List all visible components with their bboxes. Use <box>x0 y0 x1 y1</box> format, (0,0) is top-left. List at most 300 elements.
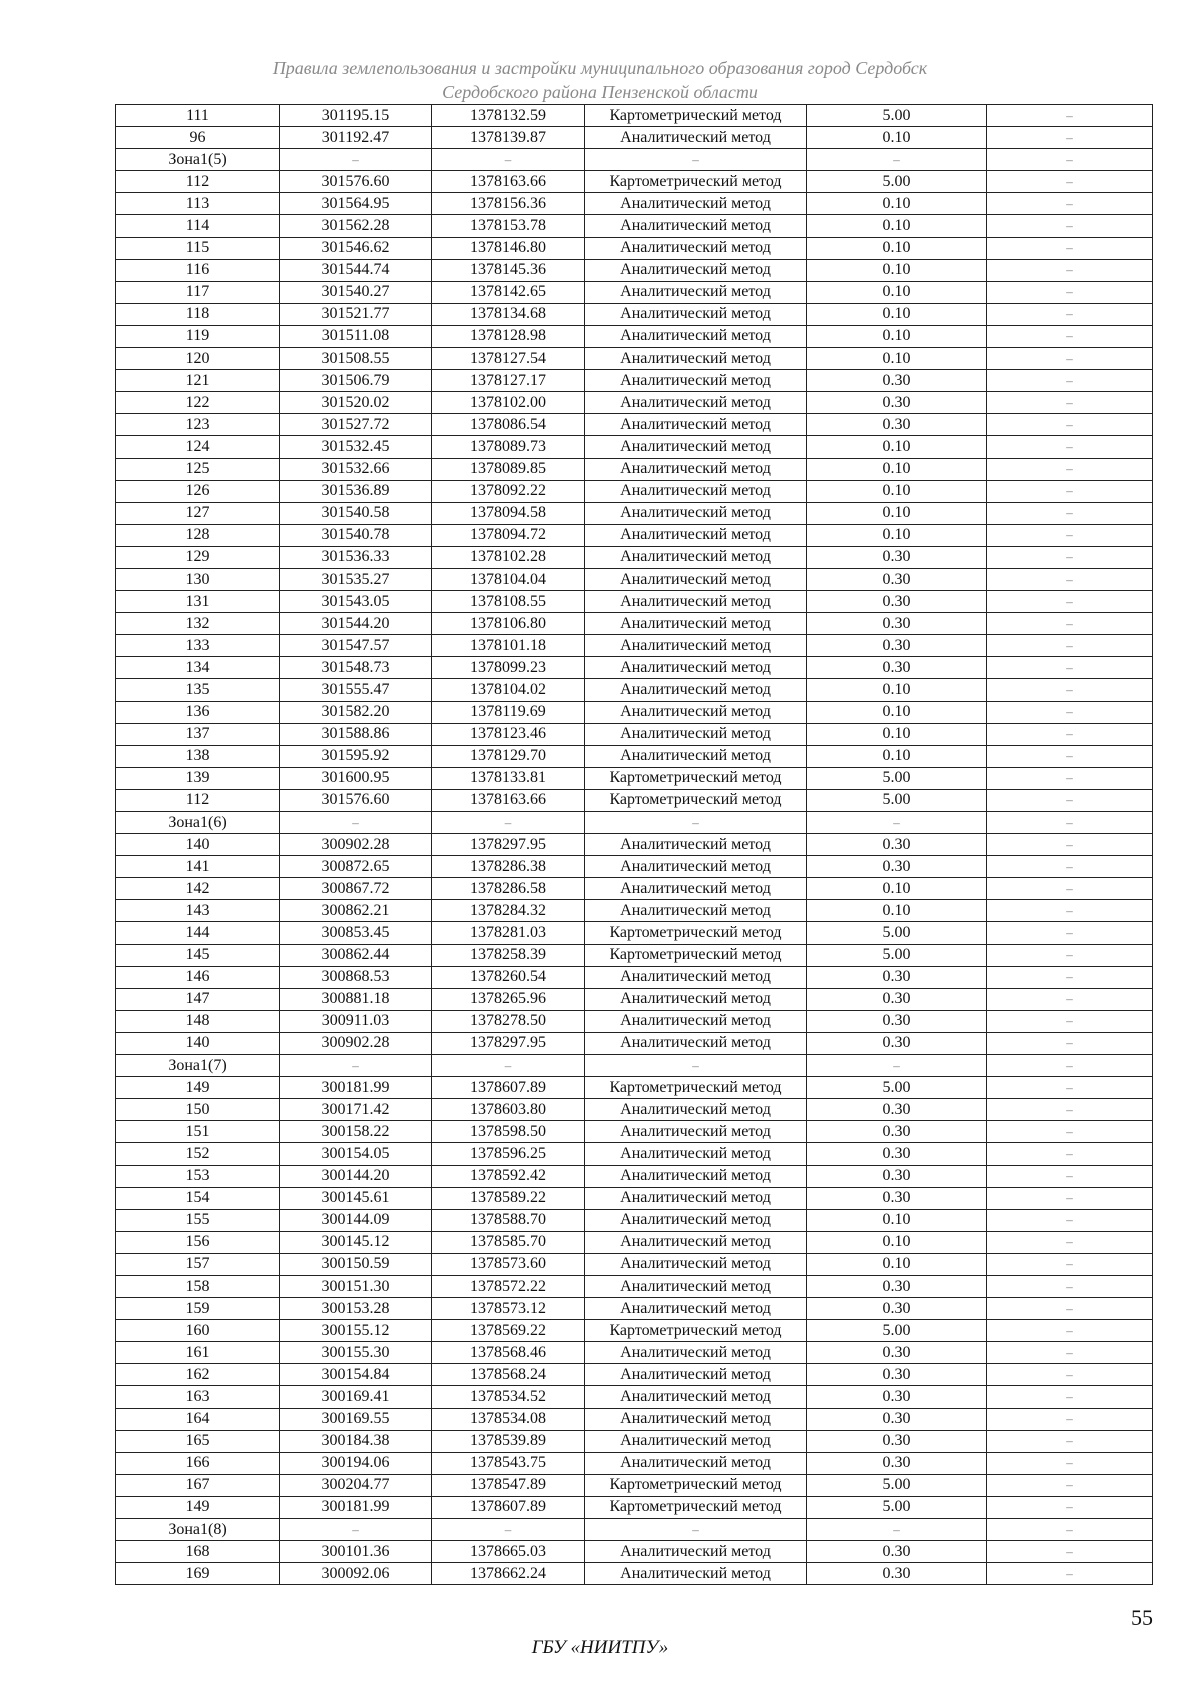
x-coordinate-cell: 301535.27 <box>280 568 432 590</box>
y-coordinate-cell: 1378089.85 <box>432 458 585 480</box>
description-cell: – <box>987 856 1153 878</box>
y-coordinate-cell: 1378163.66 <box>432 171 585 193</box>
accuracy-cell: 0.10 <box>807 237 987 259</box>
y-coordinate-cell: 1378573.12 <box>432 1298 585 1320</box>
x-coordinate-cell: 301532.66 <box>280 458 432 480</box>
description-cell: – <box>987 237 1153 259</box>
x-coordinate-cell: 301520.02 <box>280 392 432 414</box>
x-coordinate-cell: 301576.60 <box>280 789 432 811</box>
x-coordinate-cell: 300881.18 <box>280 988 432 1010</box>
description-cell: – <box>987 524 1153 546</box>
description-cell: – <box>987 1519 1153 1541</box>
table-row <box>116 1187 1153 1209</box>
description-cell: – <box>987 436 1153 458</box>
x-coordinate-cell: 301511.08 <box>280 325 432 347</box>
description-cell: – <box>987 1143 1153 1165</box>
method-cell: Аналитический метод <box>585 1010 807 1032</box>
point-id-cell: 137 <box>116 723 280 745</box>
description-cell: – <box>987 546 1153 568</box>
method-cell: Картометрический метод <box>585 767 807 789</box>
y-coordinate-cell: – <box>432 149 585 171</box>
method-cell: Аналитический метод <box>585 546 807 568</box>
point-id-cell: 158 <box>116 1275 280 1297</box>
point-id-cell: 115 <box>116 237 280 259</box>
x-coordinate-cell: 301548.73 <box>280 657 432 679</box>
point-id-cell: 159 <box>116 1298 280 1320</box>
accuracy-cell: 0.30 <box>807 966 987 988</box>
accuracy-cell: 0.30 <box>807 392 987 414</box>
y-coordinate-cell: 1378534.08 <box>432 1408 585 1430</box>
accuracy-cell: 0.30 <box>807 1143 987 1165</box>
x-coordinate-cell: 301543.05 <box>280 591 432 613</box>
method-cell: Аналитический метод <box>585 1209 807 1231</box>
y-coordinate-cell: 1378094.72 <box>432 524 585 546</box>
accuracy-cell: – <box>807 1519 987 1541</box>
method-cell: Аналитический метод <box>585 1541 807 1563</box>
y-coordinate-cell: 1378086.54 <box>432 414 585 436</box>
x-coordinate-cell: 300154.05 <box>280 1143 432 1165</box>
x-coordinate-cell: 301588.86 <box>280 723 432 745</box>
x-coordinate-cell: 300158.22 <box>280 1121 432 1143</box>
accuracy-cell: 0.30 <box>807 370 987 392</box>
y-coordinate-cell: 1378286.38 <box>432 856 585 878</box>
x-coordinate-cell: 300155.30 <box>280 1342 432 1364</box>
accuracy-cell: 0.10 <box>807 458 987 480</box>
description-cell: – <box>987 1474 1153 1496</box>
page-number: 55 <box>1131 1605 1153 1630</box>
accuracy-cell: 5.00 <box>807 1077 987 1099</box>
accuracy-cell: 0.30 <box>807 568 987 590</box>
table-row <box>116 1519 1153 1541</box>
y-coordinate-cell: 1378297.95 <box>432 834 585 856</box>
accuracy-cell: 0.30 <box>807 1452 987 1474</box>
method-cell: Картометрический метод <box>585 105 807 127</box>
table-row <box>116 966 1153 988</box>
description-cell: – <box>987 105 1153 127</box>
table-row <box>116 546 1153 568</box>
x-coordinate-cell: 300902.28 <box>280 1032 432 1054</box>
page-footer: ГБУ «НИИТПУ» <box>531 1637 669 1658</box>
description-cell: – <box>987 944 1153 966</box>
x-coordinate-cell: – <box>280 149 432 171</box>
accuracy-cell: 0.30 <box>807 1121 987 1143</box>
point-id-cell: 122 <box>116 392 280 414</box>
description-cell: – <box>987 1165 1153 1187</box>
table-row <box>116 856 1153 878</box>
y-coordinate-cell: – <box>432 812 585 834</box>
y-coordinate-cell: 1378260.54 <box>432 966 585 988</box>
x-coordinate-cell: 300153.28 <box>280 1298 432 1320</box>
method-cell: Аналитический метод <box>585 723 807 745</box>
table-row <box>116 1320 1153 1342</box>
accuracy-cell: 0.10 <box>807 348 987 370</box>
point-id-cell: Зона1(6) <box>116 812 280 834</box>
x-coordinate-cell: 301536.33 <box>280 546 432 568</box>
x-coordinate-cell: 300151.30 <box>280 1275 432 1297</box>
description-cell: – <box>987 1209 1153 1231</box>
table-row <box>116 701 1153 723</box>
y-coordinate-cell: 1378589.22 <box>432 1187 585 1209</box>
point-id-cell: Зона1(5) <box>116 149 280 171</box>
point-id-cell: 151 <box>116 1121 280 1143</box>
description-cell: – <box>987 745 1153 767</box>
point-id-cell: 161 <box>116 1342 280 1364</box>
point-id-cell: 149 <box>116 1496 280 1518</box>
table-row <box>116 1408 1153 1430</box>
accuracy-cell: 0.10 <box>807 215 987 237</box>
method-cell: Аналитический метод <box>585 414 807 436</box>
description-cell: – <box>987 392 1153 414</box>
point-id-cell: 140 <box>116 834 280 856</box>
x-coordinate-cell: 301546.62 <box>280 237 432 259</box>
point-id-cell: Зона1(8) <box>116 1519 280 1541</box>
table-row <box>116 834 1153 856</box>
method-cell: – <box>585 149 807 171</box>
method-cell: Аналитический метод <box>585 1298 807 1320</box>
table-row <box>116 348 1153 370</box>
method-cell: Аналитический метод <box>585 1099 807 1121</box>
table-row <box>116 303 1153 325</box>
description-cell: – <box>987 325 1153 347</box>
table-row <box>116 1430 1153 1452</box>
point-id-cell: 138 <box>116 745 280 767</box>
table-row <box>116 370 1153 392</box>
accuracy-cell: 0.10 <box>807 900 987 922</box>
x-coordinate-cell: 300853.45 <box>280 922 432 944</box>
y-coordinate-cell: 1378607.89 <box>432 1496 585 1518</box>
point-id-cell: 132 <box>116 613 280 635</box>
point-id-cell: 114 <box>116 215 280 237</box>
point-id-cell: 127 <box>116 502 280 524</box>
x-coordinate-cell: 301508.55 <box>280 348 432 370</box>
accuracy-cell: 5.00 <box>807 171 987 193</box>
method-cell: Аналитический метод <box>585 281 807 303</box>
method-cell: Аналитический метод <box>585 1187 807 1209</box>
x-coordinate-cell: – <box>280 1055 432 1077</box>
x-coordinate-cell: 301600.95 <box>280 767 432 789</box>
table-row <box>116 1032 1153 1054</box>
description-cell: – <box>987 1121 1153 1143</box>
table-row <box>116 723 1153 745</box>
y-coordinate-cell: 1378106.80 <box>432 613 585 635</box>
accuracy-cell: 0.30 <box>807 613 987 635</box>
method-cell: Аналитический метод <box>585 834 807 856</box>
point-id-cell: 150 <box>116 1099 280 1121</box>
x-coordinate-cell: 301555.47 <box>280 679 432 701</box>
y-coordinate-cell: 1378265.96 <box>432 988 585 1010</box>
point-id-cell: 96 <box>116 127 280 149</box>
accuracy-cell: 0.10 <box>807 679 987 701</box>
description-cell: – <box>987 1187 1153 1209</box>
accuracy-cell: 0.10 <box>807 436 987 458</box>
method-cell: Аналитический метод <box>585 1408 807 1430</box>
y-coordinate-cell: 1378153.78 <box>432 215 585 237</box>
accuracy-cell: 0.30 <box>807 1430 987 1452</box>
point-id-cell: 136 <box>116 701 280 723</box>
description-cell: – <box>987 966 1153 988</box>
table-row <box>116 1253 1153 1275</box>
point-id-cell: 155 <box>116 1209 280 1231</box>
y-coordinate-cell: 1378598.50 <box>432 1121 585 1143</box>
table-row <box>116 745 1153 767</box>
point-id-cell: 152 <box>116 1143 280 1165</box>
description-cell: – <box>987 127 1153 149</box>
x-coordinate-cell: 301595.92 <box>280 745 432 767</box>
point-id-cell: Зона1(7) <box>116 1055 280 1077</box>
accuracy-cell: 0.10 <box>807 878 987 900</box>
method-cell: Аналитический метод <box>585 657 807 679</box>
description-cell: – <box>987 767 1153 789</box>
description-cell: – <box>987 679 1153 701</box>
y-coordinate-cell: 1378603.80 <box>432 1099 585 1121</box>
description-cell: – <box>987 1032 1153 1054</box>
description-cell: – <box>987 414 1153 436</box>
point-id-cell: 133 <box>116 635 280 657</box>
table-row <box>116 1143 1153 1165</box>
y-coordinate-cell: 1378099.23 <box>432 657 585 679</box>
point-id-cell: 139 <box>116 767 280 789</box>
point-id-cell: 153 <box>116 1165 280 1187</box>
y-coordinate-cell: 1378119.69 <box>432 701 585 723</box>
x-coordinate-cell: 301527.72 <box>280 414 432 436</box>
x-coordinate-cell: 301576.60 <box>280 171 432 193</box>
table-row <box>116 127 1153 149</box>
table-row <box>116 1275 1153 1297</box>
table-row <box>116 1209 1153 1231</box>
x-coordinate-cell: 300181.99 <box>280 1077 432 1099</box>
method-cell: Аналитический метод <box>585 480 807 502</box>
description-cell: – <box>987 1563 1153 1585</box>
table-row <box>116 193 1153 215</box>
x-coordinate-cell: 300144.09 <box>280 1209 432 1231</box>
description-cell: – <box>987 502 1153 524</box>
table-row <box>116 1165 1153 1187</box>
accuracy-cell: 0.30 <box>807 546 987 568</box>
y-coordinate-cell: – <box>432 1519 585 1541</box>
description-cell: – <box>987 193 1153 215</box>
point-id-cell: 120 <box>116 348 280 370</box>
table-row <box>116 613 1153 635</box>
accuracy-cell: 5.00 <box>807 1320 987 1342</box>
y-coordinate-cell: 1378089.73 <box>432 436 585 458</box>
point-id-cell: 123 <box>116 414 280 436</box>
description-cell: – <box>987 1099 1153 1121</box>
method-cell: Аналитический метод <box>585 701 807 723</box>
accuracy-cell: 0.30 <box>807 1386 987 1408</box>
method-cell: Картометрический метод <box>585 922 807 944</box>
x-coordinate-cell: 301195.15 <box>280 105 432 127</box>
method-cell: Аналитический метод <box>585 1364 807 1386</box>
table-row <box>116 1386 1153 1408</box>
table-row <box>116 149 1153 171</box>
table-row <box>116 900 1153 922</box>
x-coordinate-cell: 300868.53 <box>280 966 432 988</box>
accuracy-cell: 0.10 <box>807 281 987 303</box>
table-row <box>116 171 1153 193</box>
description-cell: – <box>987 834 1153 856</box>
method-cell: Аналитический метод <box>585 237 807 259</box>
accuracy-cell: 5.00 <box>807 105 987 127</box>
point-id-cell: 163 <box>116 1386 280 1408</box>
description-cell: – <box>987 1275 1153 1297</box>
y-coordinate-cell: 1378104.04 <box>432 568 585 590</box>
table-row <box>116 1474 1153 1496</box>
table-row <box>116 568 1153 590</box>
method-cell: Картометрический метод <box>585 1496 807 1518</box>
y-coordinate-cell: 1378108.55 <box>432 591 585 613</box>
y-coordinate-cell: 1378104.02 <box>432 679 585 701</box>
table-row <box>116 325 1153 347</box>
point-id-cell: 145 <box>116 944 280 966</box>
description-cell: – <box>987 812 1153 834</box>
point-id-cell: 160 <box>116 1320 280 1342</box>
x-coordinate-cell: 300911.03 <box>280 1010 432 1032</box>
method-cell: Аналитический метод <box>585 303 807 325</box>
method-cell: Картометрический метод <box>585 171 807 193</box>
method-cell: Аналитический метод <box>585 458 807 480</box>
table-row <box>116 1121 1153 1143</box>
method-cell: Аналитический метод <box>585 215 807 237</box>
table-row <box>116 480 1153 502</box>
method-cell: Аналитический метод <box>585 613 807 635</box>
accuracy-cell: 0.10 <box>807 303 987 325</box>
point-id-cell: 126 <box>116 480 280 502</box>
description-cell: – <box>987 1320 1153 1342</box>
x-coordinate-cell: 301547.57 <box>280 635 432 657</box>
table-row <box>116 767 1153 789</box>
x-coordinate-cell: 300171.42 <box>280 1099 432 1121</box>
y-coordinate-cell: 1378534.52 <box>432 1386 585 1408</box>
description-cell: – <box>987 171 1153 193</box>
x-coordinate-cell: 300169.55 <box>280 1408 432 1430</box>
table-row <box>116 1342 1153 1364</box>
y-coordinate-cell: 1378102.28 <box>432 546 585 568</box>
y-coordinate-cell: 1378094.58 <box>432 502 585 524</box>
point-id-cell: 146 <box>116 966 280 988</box>
y-coordinate-cell: 1378145.36 <box>432 259 585 281</box>
table-row <box>116 1452 1153 1474</box>
x-coordinate-cell: 300902.28 <box>280 834 432 856</box>
x-coordinate-cell: 300862.21 <box>280 900 432 922</box>
description-cell: – <box>987 259 1153 281</box>
x-coordinate-cell: 301540.58 <box>280 502 432 524</box>
method-cell: Аналитический метод <box>585 193 807 215</box>
accuracy-cell: 0.30 <box>807 1364 987 1386</box>
y-coordinate-cell: 1378163.66 <box>432 789 585 811</box>
table-row <box>116 789 1153 811</box>
table-row <box>116 237 1153 259</box>
description-cell: – <box>987 922 1153 944</box>
method-cell: – <box>585 1055 807 1077</box>
description-cell: – <box>987 723 1153 745</box>
method-cell: Аналитический метод <box>585 635 807 657</box>
x-coordinate-cell: 300145.61 <box>280 1187 432 1209</box>
x-coordinate-cell: 300169.41 <box>280 1386 432 1408</box>
x-coordinate-cell: 300155.12 <box>280 1320 432 1342</box>
method-cell: Аналитический метод <box>585 966 807 988</box>
y-coordinate-cell: 1378547.89 <box>432 1474 585 1496</box>
x-coordinate-cell: 301564.95 <box>280 193 432 215</box>
accuracy-cell: 0.10 <box>807 723 987 745</box>
table-row <box>116 524 1153 546</box>
y-coordinate-cell: 1378133.81 <box>432 767 585 789</box>
table-row <box>116 812 1153 834</box>
method-cell: – <box>585 1519 807 1541</box>
x-coordinate-cell: 301532.45 <box>280 436 432 458</box>
table-row <box>116 635 1153 657</box>
y-coordinate-cell: 1378284.32 <box>432 900 585 922</box>
description-cell: – <box>987 1386 1153 1408</box>
description-cell: – <box>987 1077 1153 1099</box>
y-coordinate-cell: 1378665.03 <box>432 1541 585 1563</box>
table-row <box>116 944 1153 966</box>
point-id-cell: 168 <box>116 1541 280 1563</box>
x-coordinate-cell: 301536.89 <box>280 480 432 502</box>
description-cell: – <box>987 1541 1153 1563</box>
point-id-cell: 141 <box>116 856 280 878</box>
method-cell: Картометрический метод <box>585 1320 807 1342</box>
point-id-cell: 164 <box>116 1408 280 1430</box>
description-cell: – <box>987 1496 1153 1518</box>
method-cell: Аналитический метод <box>585 1386 807 1408</box>
method-cell: Аналитический метод <box>585 568 807 590</box>
accuracy-cell: 0.30 <box>807 1165 987 1187</box>
accuracy-cell: 5.00 <box>807 767 987 789</box>
table-row <box>116 878 1153 900</box>
method-cell: Аналитический метод <box>585 259 807 281</box>
method-cell: Аналитический метод <box>585 1563 807 1585</box>
header-line-1: Правила землепользования и застройки муниципального образования город Сердобск <box>272 58 928 78</box>
point-id-cell: 157 <box>116 1253 280 1275</box>
accuracy-cell: 5.00 <box>807 944 987 966</box>
method-cell: Аналитический метод <box>585 392 807 414</box>
x-coordinate-cell: 301540.78 <box>280 524 432 546</box>
method-cell: Аналитический метод <box>585 856 807 878</box>
method-cell: Аналитический метод <box>585 1275 807 1297</box>
y-coordinate-cell: 1378101.18 <box>432 635 585 657</box>
running-header <box>0 56 1200 104</box>
x-coordinate-cell: 301582.20 <box>280 701 432 723</box>
description-cell: – <box>987 1010 1153 1032</box>
description-cell: – <box>987 701 1153 723</box>
method-cell: Аналитический метод <box>585 1452 807 1474</box>
x-coordinate-cell: 300150.59 <box>280 1253 432 1275</box>
accuracy-cell: 0.10 <box>807 701 987 723</box>
x-coordinate-cell: 300867.72 <box>280 878 432 900</box>
accuracy-cell: 0.30 <box>807 1099 987 1121</box>
method-cell: Аналитический метод <box>585 591 807 613</box>
description-cell: – <box>987 370 1153 392</box>
y-coordinate-cell: 1378134.68 <box>432 303 585 325</box>
accuracy-cell: 0.10 <box>807 524 987 546</box>
accuracy-cell: 0.30 <box>807 1275 987 1297</box>
description-cell: – <box>987 303 1153 325</box>
table-row <box>116 591 1153 613</box>
accuracy-cell: – <box>807 1055 987 1077</box>
y-coordinate-cell: 1378127.54 <box>432 348 585 370</box>
x-coordinate-cell: 300862.44 <box>280 944 432 966</box>
method-cell: Аналитический метод <box>585 1430 807 1452</box>
point-id-cell: 118 <box>116 303 280 325</box>
table-row <box>116 281 1153 303</box>
x-coordinate-cell: 301540.27 <box>280 281 432 303</box>
method-cell: Аналитический метод <box>585 900 807 922</box>
description-cell: – <box>987 1342 1153 1364</box>
description-cell: – <box>987 1364 1153 1386</box>
table-row <box>116 657 1153 679</box>
method-cell: Аналитический метод <box>585 1342 807 1364</box>
description-cell: – <box>987 149 1153 171</box>
